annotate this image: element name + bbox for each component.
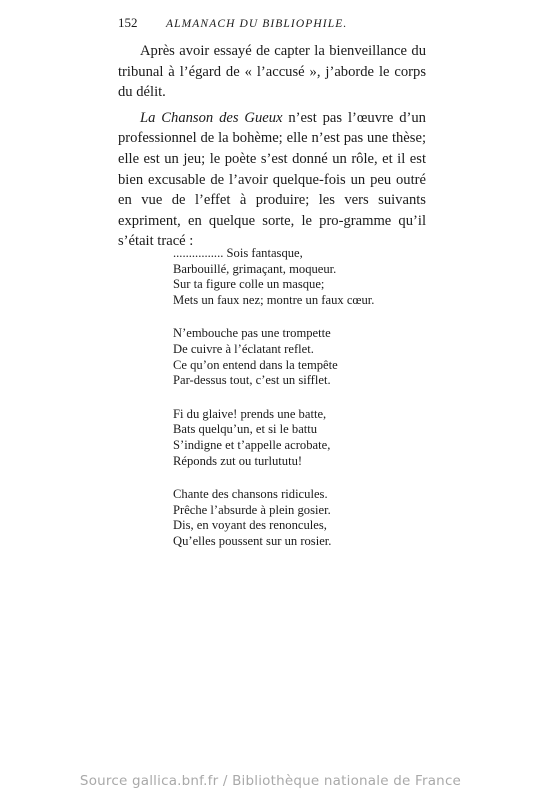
verse-line: Qu’elles poussent sur un rosier. xyxy=(173,533,332,548)
verse-line: Chante des chansons ridicules. xyxy=(173,487,328,502)
stanza xyxy=(173,246,403,308)
source-attribution: Source gallica.bnf.fr / Bibliothèque nationale de France xyxy=(79,773,462,789)
paragraph-text: n’est pas l’œuvre d’un professionnel de la bohème; elle n’est pas une thèse; elle est un jeu; le poète s’est donné un rôle, et il est bien excusable de l’avoir quelque-fois un peu outré en vue de l’effet à produire; les vers suivants expriment, en quelque sorte, le pro-gramme qu’il s’était tracé : xyxy=(118,109,426,250)
prose-body xyxy=(118,41,426,257)
book-title: La Chanson des Gueux xyxy=(140,109,283,126)
running-title: ALMANACH DU BIBLIOPHILE. xyxy=(166,18,348,30)
verse-line: Sur ta figure colle un masque; xyxy=(173,277,325,292)
verse-line: S’indigne et t’appelle acrobate, xyxy=(173,437,331,452)
verse-line: N’embouche pas une trompette xyxy=(173,326,331,341)
verse-line: Bats quelqu’un, et si le battu xyxy=(173,422,318,437)
paragraph: Après avoir essayé de capter la bienveillance du tribunal à l’égard de « l’accusé », j’aborde le corps du délit. xyxy=(118,43,426,101)
verse-line: Par-dessus tout, c’est un sifflet. xyxy=(173,373,331,388)
verse-line: Ce qu’on entend dans la tempête xyxy=(173,357,338,372)
verse-line: Fi du glaive! prends une batte, xyxy=(173,406,327,421)
verse-line: Prêche l’absurde à plein gosier. xyxy=(173,502,331,517)
verse-line: Mets un faux nez; montre un faux cœur. xyxy=(173,292,375,307)
poem xyxy=(173,246,403,568)
verse-line: Réponds zut ou turlututu! xyxy=(173,453,303,468)
page-number: 152 xyxy=(118,15,138,30)
verse-line: Dis, en voyant des renoncules, xyxy=(173,518,327,533)
verse-line: Barbouillé, grimaçant, moqueur. xyxy=(173,261,337,276)
paragraph xyxy=(118,108,426,252)
stanza xyxy=(173,487,403,549)
running-head xyxy=(118,15,428,32)
verse-line: De cuivre à l’éclatant reflet. xyxy=(173,341,314,356)
stanza xyxy=(173,407,403,469)
stanza xyxy=(173,326,403,388)
verse-line: ................ Sois fantasque, xyxy=(173,246,303,260)
